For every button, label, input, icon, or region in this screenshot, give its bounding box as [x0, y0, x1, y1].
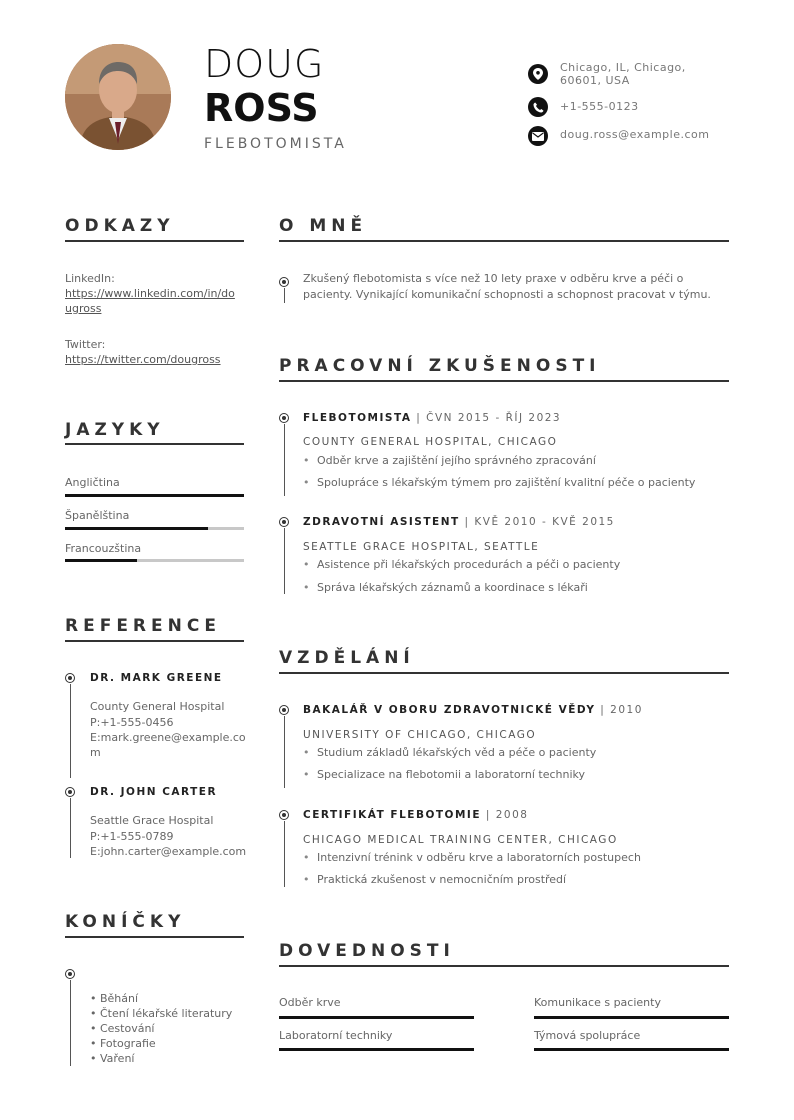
reference-email: E:john.carter@example.com [90, 845, 247, 858]
languages-rule [65, 443, 244, 445]
timeline-dot-icon [279, 517, 289, 527]
language-bar-fill [65, 559, 137, 562]
reference-email-cont: m [90, 746, 101, 759]
phone-icon [528, 97, 548, 117]
job-date: ČVN 2015 - ŘÍJ 2023 [426, 412, 562, 424]
skills-rule [279, 965, 729, 967]
education-date: 2008 [495, 809, 529, 821]
timeline-line [70, 684, 71, 778]
language-bar-track [65, 494, 244, 497]
timeline-dot-icon [65, 787, 75, 797]
language-name: Francouzština [65, 542, 142, 555]
reference-org: County General Hospital [90, 700, 225, 713]
timeline-dot-icon [65, 673, 75, 683]
skill-name: Odběr krve [279, 996, 341, 1009]
language-bar-track [65, 559, 244, 562]
contact-address: Chicago, IL, Chicago, 60601, USA [560, 61, 686, 87]
language-bar-track [65, 527, 244, 530]
skill-name: Týmová spolupráce [534, 1029, 641, 1042]
contact-phone: +1-555-0123 [560, 100, 639, 113]
timeline-line [70, 980, 71, 1066]
timeline-dot-icon [279, 277, 289, 287]
links-rule [65, 240, 244, 242]
education-school: UNIVERSITY OF CHICAGO, CHICAGO [303, 729, 537, 741]
timeline-line [284, 821, 285, 887]
education-bullet: • Studium základů lékařských věd a péče o pacienty [303, 746, 596, 759]
reference-org: Seattle Grace Hospital [90, 814, 214, 827]
job-bullet: • Asistence při lékařských procedurách a péči o pacienty [303, 558, 620, 571]
reference-name: DR. MARK GREENE [90, 672, 223, 684]
experience-heading: PRACOVNÍ ZKUŠENOSTI [279, 356, 601, 376]
portrait-image [65, 44, 171, 150]
hobby-item: • Vaření [90, 1052, 135, 1065]
languages-heading: JAZYKY [65, 420, 165, 440]
profile-photo [65, 44, 171, 150]
job-date: KVĚ 2010 - KVĚ 2015 [474, 516, 615, 528]
education-entry-title [303, 809, 528, 821]
timeline-line [284, 424, 285, 496]
job-bullet: • Odběr krve a zajištění jejího správného zpracování [303, 454, 596, 467]
reference-email: E:mark.greene@example.co [90, 731, 246, 744]
linkedin-link-cont[interactable]: ugross [65, 302, 102, 315]
email-icon [528, 126, 548, 146]
timeline-line [284, 528, 285, 594]
timeline-dot-icon [279, 810, 289, 820]
timeline-dot-icon [279, 413, 289, 423]
reference-phone: P:+1-555-0789 [90, 830, 174, 843]
job-entry-title [303, 412, 561, 424]
job-title-text: ZDRAVOTNÍ ASISTENT [303, 516, 460, 528]
separator: | [595, 704, 611, 716]
linkedin-label: LinkedIn: [65, 272, 115, 285]
timeline-line [284, 716, 285, 788]
location-pin-icon [528, 64, 548, 84]
timeline-dot-icon [65, 969, 75, 979]
education-title-text: BAKALÁŘ V OBORU ZDRAVOTNICKÉ VĚDY [303, 704, 596, 716]
about-text-cont: pacienty. Vynikající komunikační schopnosti a schopnost pracovat v týmu. [303, 288, 711, 301]
skill-bar [279, 1016, 474, 1019]
job-bullet: • Správa lékařských záznamů a koordinace s lékaři [303, 581, 588, 594]
education-title-text: CERTIFIKÁT FLEBOTOMIE [303, 809, 481, 821]
about-heading: O MNĚ [279, 216, 368, 236]
education-heading: VZDĚLÁNÍ [279, 648, 415, 668]
language-name: Španělština [65, 509, 130, 522]
education-bullet: • Intenzivní trénink v odběru krve a laboratorních postupech [303, 851, 641, 864]
skill-bar [534, 1048, 729, 1051]
hobby-item: • Cestování [90, 1022, 155, 1035]
job-title: FLEBOTOMISTA [204, 136, 347, 152]
job-company: COUNTY GENERAL HOSPITAL, CHICAGO [303, 436, 558, 448]
last-name: ROSS [204, 86, 319, 130]
hobbies-heading: KONÍČKY [65, 912, 186, 932]
education-entry-title [303, 704, 643, 716]
language-bar-fill [65, 527, 208, 530]
education-school: CHICAGO MEDICAL TRAINING CENTER, CHICAGO [303, 834, 618, 846]
separator: | [411, 412, 427, 424]
separator: | [459, 516, 475, 528]
hobby-item: • Fotografie [90, 1037, 156, 1050]
education-rule [279, 672, 729, 674]
about-rule [279, 240, 729, 242]
job-bullet: • Spolupráce s lékařským týmem pro zajištění kvalitní péče o pacienty [303, 476, 695, 489]
skill-bar [534, 1016, 729, 1019]
twitter-label: Twitter: [65, 338, 106, 351]
references-heading: REFERENCE [65, 616, 221, 636]
skill-name: Komunikace s pacienty [534, 996, 661, 1009]
separator: | [481, 809, 496, 821]
linkedin-link[interactable]: https://www.linkedin.com/in/do [65, 287, 235, 300]
language-bar-fill [65, 494, 244, 497]
language-name: Angličtina [65, 476, 120, 489]
contact-email: doug.ross@example.com [560, 128, 710, 141]
experience-rule [279, 380, 729, 382]
twitter-link[interactable]: https://twitter.com/dougross [65, 353, 221, 366]
links-heading: ODKAZY [65, 216, 175, 236]
hobby-item: • Čtení lékařské literatury [90, 1007, 233, 1020]
skill-bar [279, 1048, 474, 1051]
about-text: Zkušený flebotomista s více než 10 lety praxe v odběru krve a péči o [303, 272, 684, 285]
first-name: DOUG [204, 42, 325, 86]
skill-name: Laboratorní techniky [279, 1029, 393, 1042]
job-entry-title [303, 516, 615, 528]
timeline-dot-icon [279, 705, 289, 715]
reference-name: DR. JOHN CARTER [90, 786, 218, 798]
job-title-text: FLEBOTOMISTA [303, 412, 412, 424]
education-date: 2010 [610, 704, 643, 716]
references-rule [65, 640, 244, 642]
hobbies-rule [65, 936, 244, 938]
education-bullet: • Praktická zkušenost v nemocničním prostředí [303, 873, 566, 886]
timeline-line [284, 288, 285, 303]
timeline-line [70, 798, 71, 858]
skills-heading: DOVEDNOSTI [279, 941, 455, 961]
reference-phone: P:+1-555-0456 [90, 716, 174, 729]
hobby-item: • Běhání [90, 992, 139, 1005]
education-bullet: • Specializace na flebotomii a laboratorní techniky [303, 768, 585, 781]
job-company: SEATTLE GRACE HOSPITAL, SEATTLE [303, 541, 540, 553]
